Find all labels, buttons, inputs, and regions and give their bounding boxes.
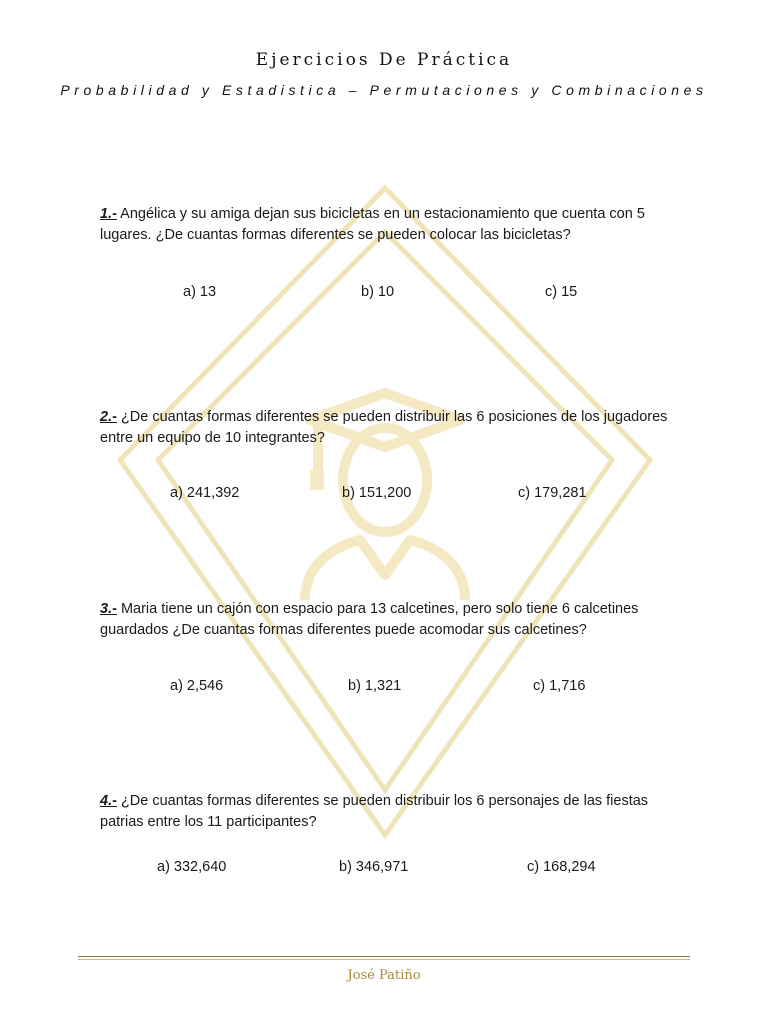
answer-b: b) 1,321 [348,678,402,694]
answer-c: c) 15 [545,284,578,300]
answer-c: c) 179,281 [518,485,587,501]
answers-2 [0,485,768,505]
answer-a: a) 241,392 [170,485,240,501]
question-text: Angélica y su amiga dejan sus bicicletas en un estacionamiento que cuenta con 5 lugares. ¿De cuantas formas diferentes se pueden colocar las bicicletas? [100,206,645,243]
question-4 [100,791,680,833]
question-1 [100,204,680,246]
answer-c: c) 168,294 [527,859,596,875]
answer-a: a) 13 [183,284,217,300]
answers-4 [0,859,768,879]
answer-a: a) 332,640 [157,859,227,875]
question-text: ¿De cuantas formas diferentes se pueden distribuir las 6 posiciones de los jugadores entre un equipo de 10 integrantes? [100,409,668,446]
answer-b: b) 346,971 [339,859,409,875]
page-title: Ejercicios De Práctica [255,50,513,70]
footer-divider-thin [78,959,690,960]
question-number: 4.- [100,793,117,809]
question-text: Maria tiene un cajón con espacio para 13 calcetines, pero solo tiene 6 calcetines guardados ¿De cuantas formas diferentes puede acomodar sus calcetines? [100,601,639,638]
footer-author: José Patiño [347,968,421,983]
question-number: 1.- [100,206,117,222]
question-number: 2.- [100,409,117,425]
question-number: 3.- [100,601,117,617]
answer-a: a) 2,546 [170,678,224,694]
answer-b: b) 10 [361,284,395,300]
question-2 [100,407,680,449]
question-3 [100,599,680,641]
answers-3 [0,678,768,698]
answer-b: b) 151,200 [342,485,412,501]
question-text: ¿De cuantas formas diferentes se pueden distribuir los 6 personajes de las fiestas patrias entre los 11 participantes? [100,793,649,830]
page-subtitle: Probabilidad y Estadistica – Permutaciones y Combinaciones [60,82,708,98]
footer-divider [78,956,690,957]
answers-1 [0,284,768,304]
answer-c: c) 1,716 [533,678,586,694]
